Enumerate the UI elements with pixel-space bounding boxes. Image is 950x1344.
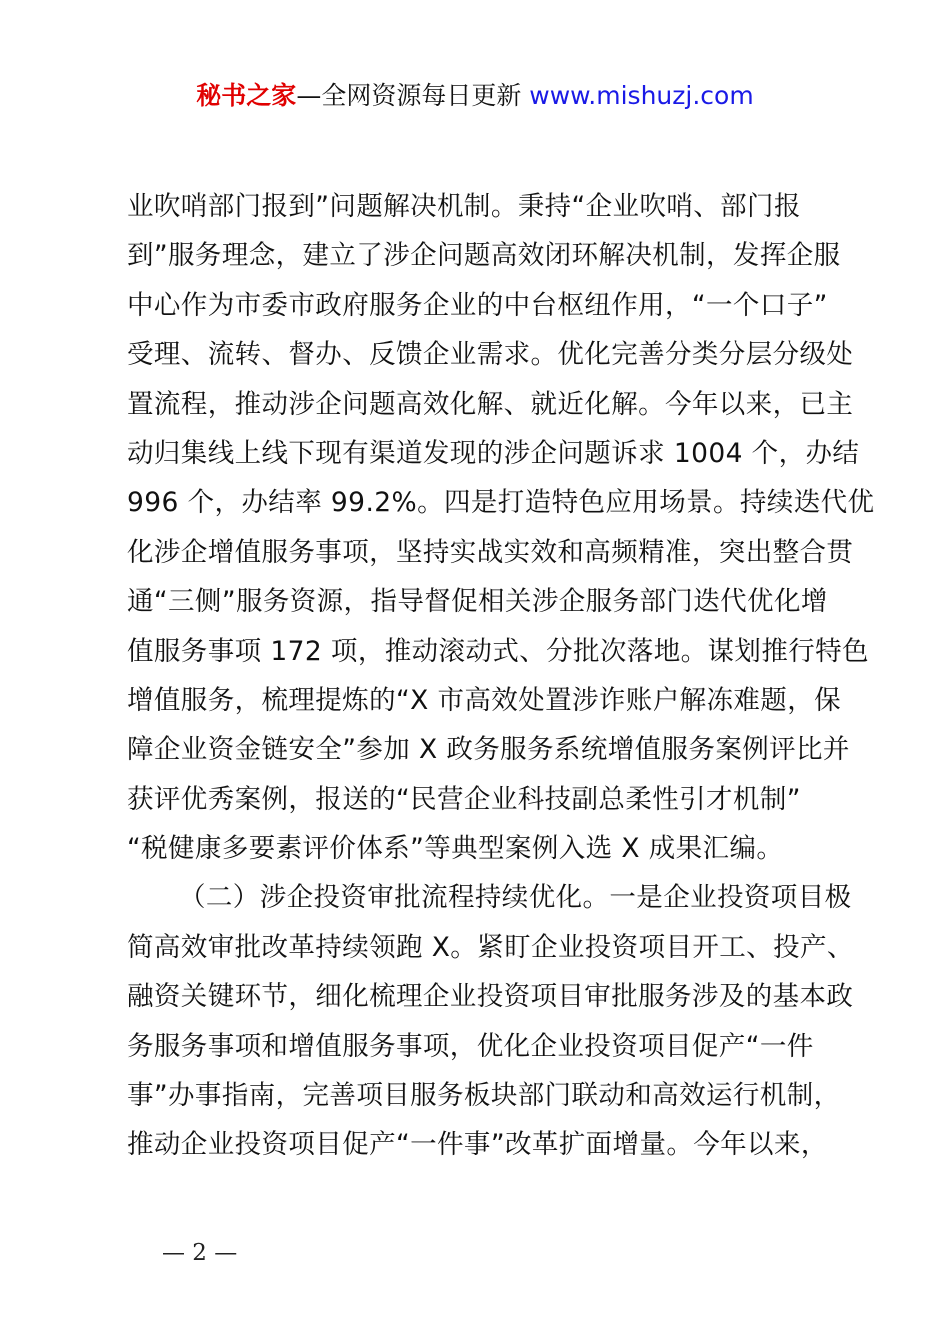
brand-name: 秘书之家 — [196, 81, 297, 110]
site-url-link[interactable]: www.mishuzj.com — [529, 81, 754, 110]
text-line: “税健康多要素评价体系”等典型案例入选 X 成果汇编。 — [127, 833, 784, 865]
site-header — [0, 78, 950, 114]
text-line: 受理、流转、督办、反馈企业需求。优化完善分类分层分级处 — [127, 339, 854, 371]
text-line: 996 个，办结率 99.2%。四是打造特色应用场景。持续迭代优 — [127, 487, 875, 519]
text-line: 获评优秀案例，报送的“民营企业科技副总柔性引才机制” — [127, 783, 801, 815]
text-line: 推动企业投资项目促产“一件事”改革扩面增量。今年以来， — [127, 1129, 828, 1161]
text-line: 中心作为市委市政府服务企业的中台枢纽作用，“一个口子” — [127, 289, 828, 321]
text-line: 障企业资金链安全”参加 X 政务服务系统增值服务案例评比并 — [127, 734, 850, 766]
text-line: 增值服务，梳理提炼的“X 市高效处置涉诈账户解冻难题，保 — [127, 684, 842, 716]
text-line: 到”服务理念，建立了涉企问题高效闭环解决机制，发挥企服 — [127, 240, 841, 272]
text-line: 置流程，推动涉企问题高效化解、就近化解。今年以来，已主 — [127, 388, 854, 420]
page-number: — 2 — — [162, 1240, 238, 1266]
header-slogan: —全网资源每日更新 — [296, 81, 530, 110]
text-line: 融资关键环节，细化梳理企业投资项目审批服务涉及的基本政 — [127, 981, 854, 1013]
text-line: 动归集线上线下现有渠道发现的涉企问题诉求 1004 个，办结 — [127, 437, 860, 469]
text-line: 通“三侧”服务资源，指导督促相关涉企服务部门迭代优化增 — [127, 586, 828, 618]
paragraph-heading-line: （二）涉企投资审批流程持续优化。一是企业投资项目极 — [179, 882, 852, 914]
text-line: 化涉企增值服务事项，坚持实战实效和高频精准，突出整合贯 — [127, 536, 854, 568]
text-line: 业吹哨部门报到”问题解决机制。秉持“企业吹哨、部门报 — [127, 191, 801, 222]
text-line: 务服务事项和增值服务事项，优化企业投资项目促产“一件 — [127, 1030, 814, 1062]
text-line: 事”办事指南，完善项目服务板块部门联动和高效运行机制， — [127, 1080, 841, 1112]
document-body — [127, 182, 875, 1170]
text-line: 简高效审批改革持续领跑 X。紧盯企业投资项目开工、投产、 — [127, 931, 854, 963]
text-line: 值服务事项 172 项，推动滚动式、分批次落地。谋划推行特色 — [127, 635, 869, 667]
